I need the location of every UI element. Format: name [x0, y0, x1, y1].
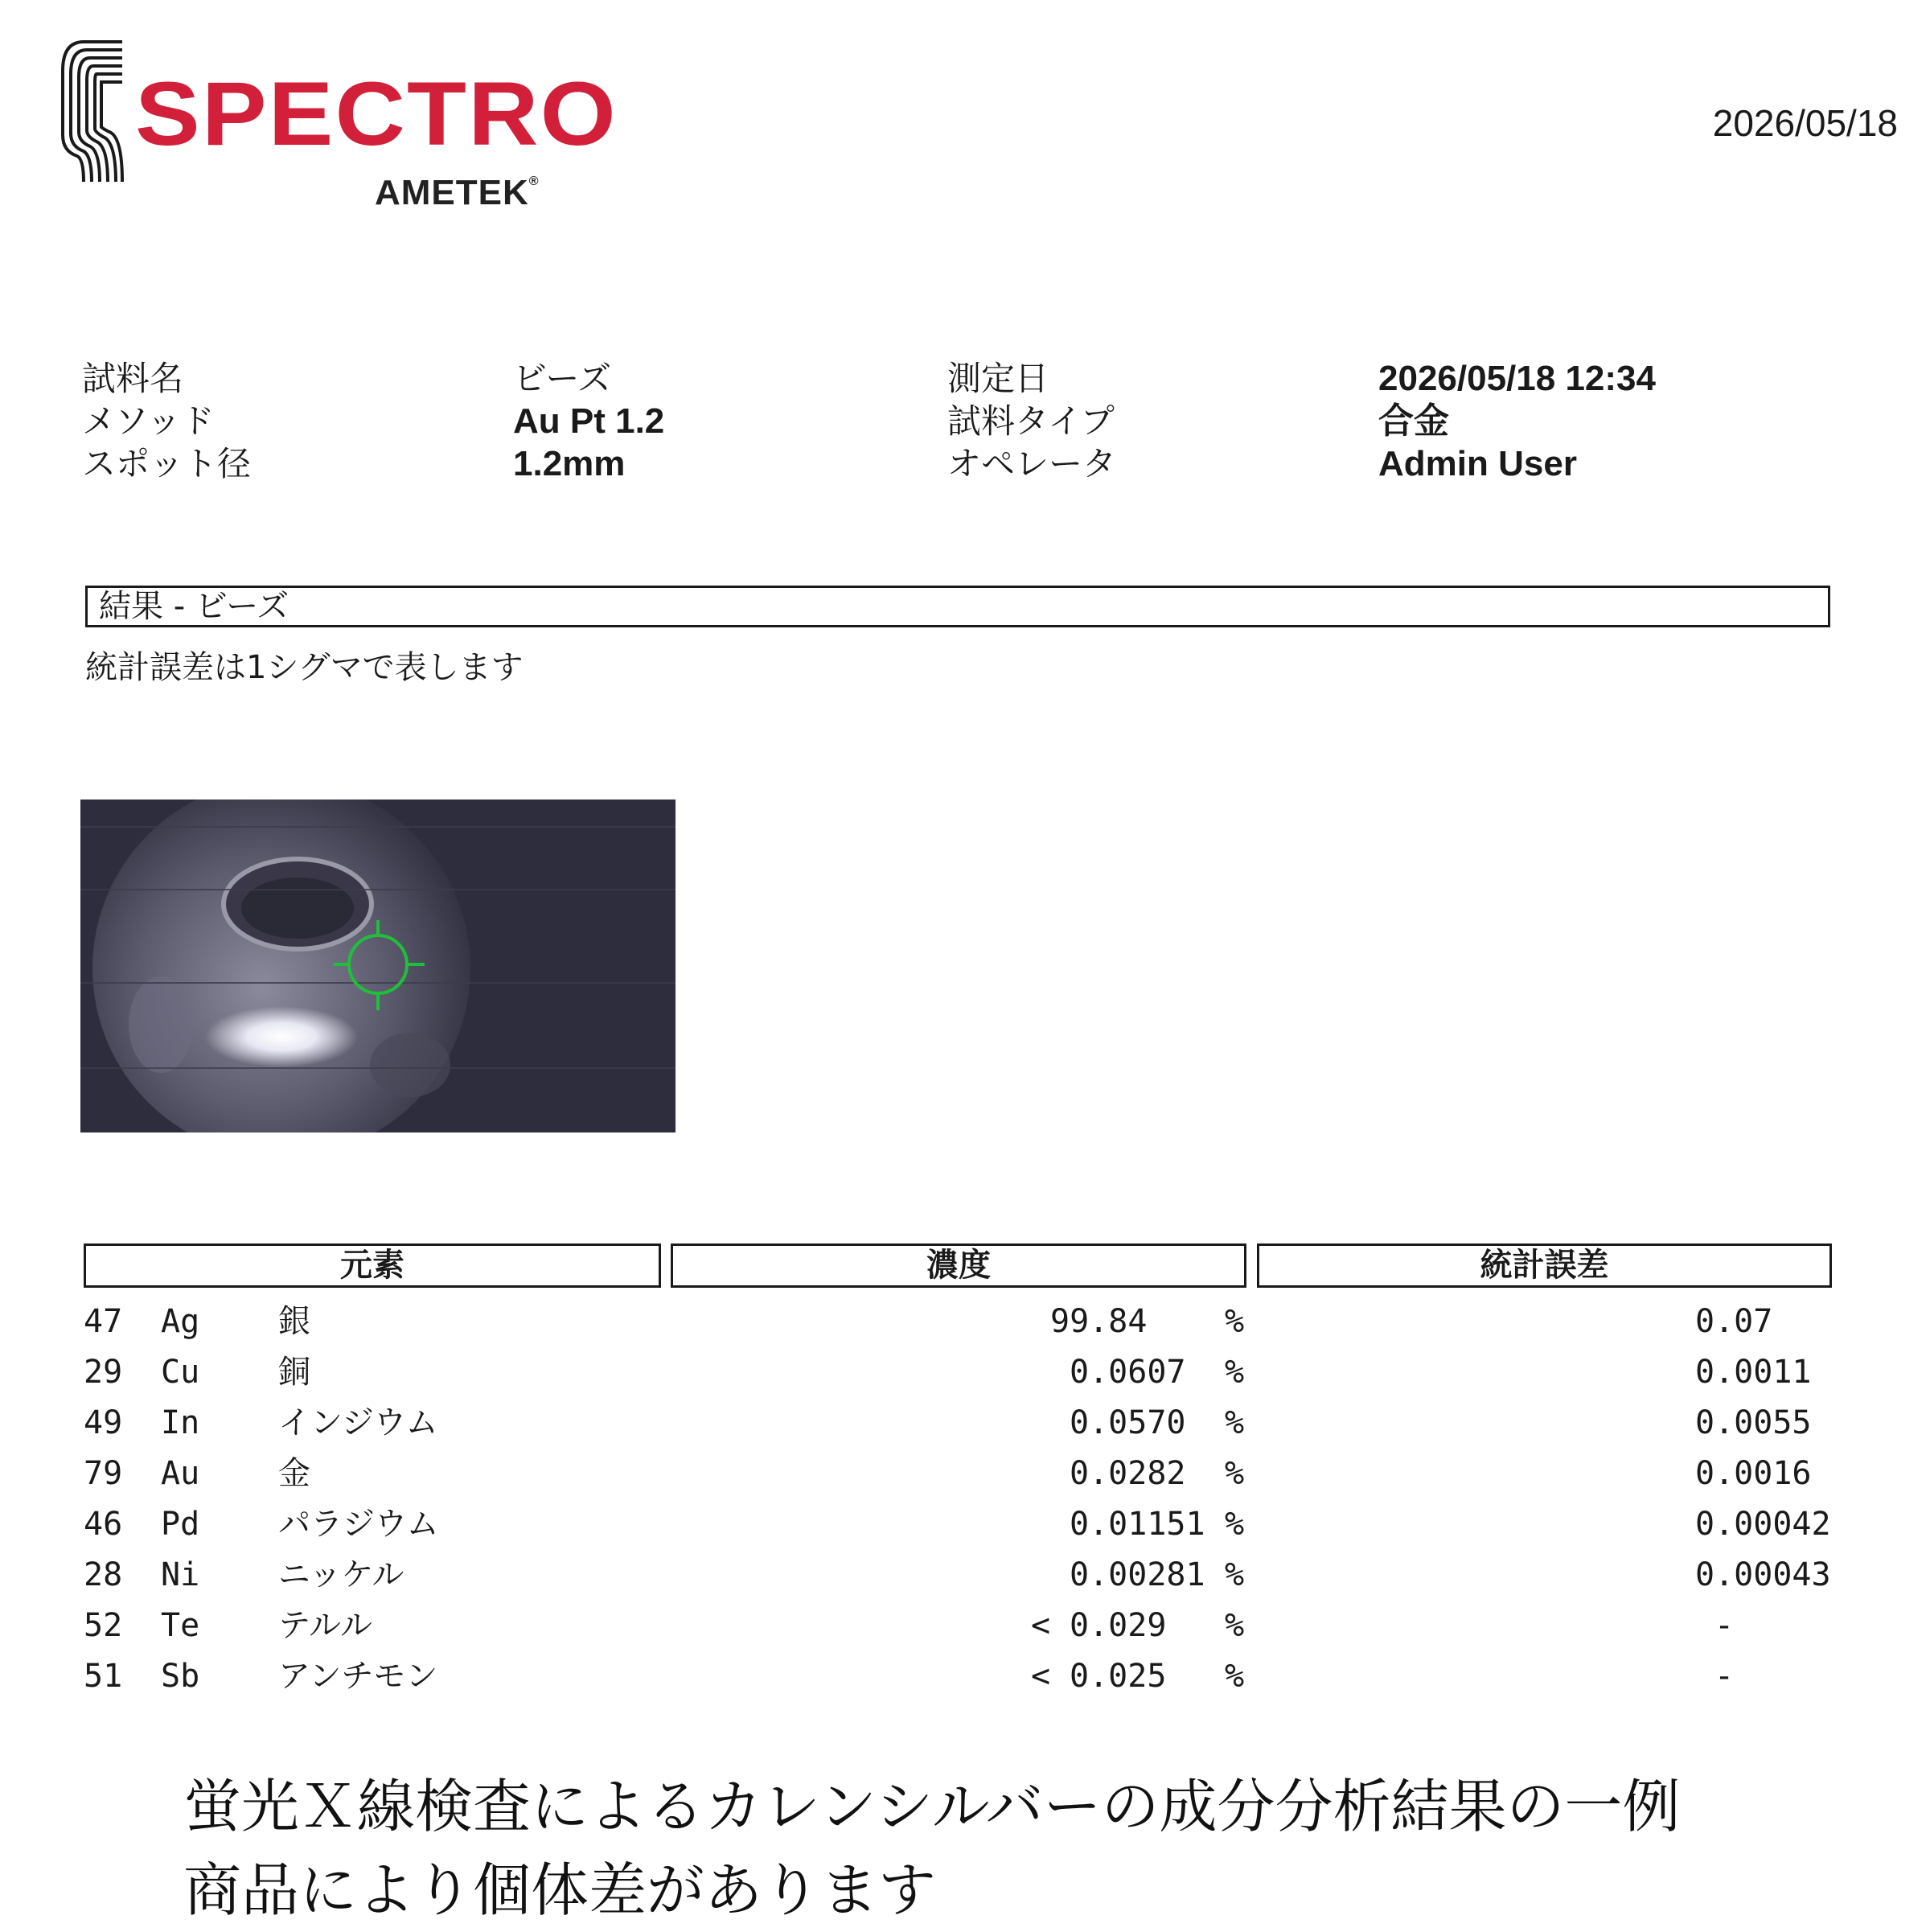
table-row [0, 1398, 1930, 1449]
value-method: Au Pt 1.2 [513, 401, 665, 441]
info-right-labels [947, 357, 1116, 485]
info-left-values [513, 357, 664, 485]
concentration-value: 0.0282 [1070, 1455, 1186, 1492]
element-name: アンチモン [278, 1658, 438, 1695]
percent-unit: % [1225, 1556, 1245, 1593]
caption-line-1: 蛍光Ｘ線検査によるカレンシルバーの成分分析結果の一例 [183, 1773, 1681, 1840]
table-row [0, 1449, 1930, 1499]
element-name: 銀 [278, 1303, 310, 1340]
atomic-number: 29 [84, 1354, 123, 1391]
atomic-number: 49 [84, 1404, 123, 1441]
atomic-number: 46 [84, 1506, 123, 1543]
header-element: 元素 [84, 1243, 661, 1288]
atomic-number: 79 [84, 1455, 123, 1492]
stat-error-value: - [1714, 1658, 1735, 1695]
label-spot-size: スポット径 [82, 444, 252, 483]
element-symbol: Te [161, 1607, 200, 1644]
atomic-number: 52 [84, 1607, 123, 1644]
stat-error-value: 0.00042 [1695, 1506, 1831, 1543]
element-symbol: Au [161, 1455, 200, 1492]
element-name: テルル [278, 1607, 372, 1644]
percent-unit: % [1225, 1303, 1245, 1340]
label-operator: オペレータ [947, 444, 1117, 483]
percent-unit: % [1225, 1607, 1245, 1644]
header-concentration: 濃度 [671, 1243, 1246, 1288]
info-left-labels [82, 357, 251, 485]
percent-unit: % [1225, 1455, 1245, 1492]
percent-unit: % [1225, 1658, 1245, 1695]
percent-unit: % [1225, 1354, 1245, 1391]
value-spot-size: 1.2mm [513, 444, 626, 483]
value-sample-name: ビーズ [513, 359, 612, 398]
percent-unit: % [1225, 1404, 1245, 1441]
stat-error-value: 0.07 [1695, 1303, 1773, 1340]
label-method: メソッド [82, 401, 215, 441]
table-row [0, 1550, 1930, 1601]
caption-line-2: 商品により個体差があります [183, 1856, 937, 1924]
percent-unit: % [1225, 1506, 1245, 1543]
table-row [0, 1347, 1930, 1398]
value-measure-date: 2026/05/18 12:34 [1378, 359, 1656, 398]
result-title-box: 結果 - ビーズ [85, 586, 1830, 627]
logo-subtitle-text: AMETEK [375, 173, 529, 212]
element-name: インジウム [278, 1404, 438, 1441]
stat-error-value: 0.0016 [1695, 1455, 1812, 1492]
element-symbol: Ag [161, 1303, 200, 1340]
concentration-value: 99.84 [1050, 1303, 1148, 1340]
concentration-value: 0.01151 [1070, 1506, 1205, 1543]
element-symbol: Pd [161, 1506, 200, 1543]
concentration-value: 0.0570 [1070, 1404, 1186, 1441]
header-stat-error: 統計誤差 [1257, 1243, 1832, 1288]
element-name: ニッケル [278, 1556, 404, 1593]
atomic-number: 28 [84, 1556, 123, 1593]
registered-mark: ® [528, 175, 540, 188]
element-symbol: In [161, 1404, 200, 1441]
label-sample-type: 試料タイプ [947, 401, 1115, 441]
logo-subtitle [375, 175, 540, 211]
caption [183, 1765, 1681, 1932]
element-name: 金 [278, 1455, 310, 1492]
concentration-value: 0.00281 [1070, 1556, 1205, 1593]
label-sample-name: 試料名 [82, 359, 184, 398]
stat-error-value: - [1714, 1607, 1735, 1644]
atomic-number: 47 [84, 1303, 123, 1340]
atomic-number: 51 [84, 1658, 123, 1695]
sample-camera-image [80, 800, 676, 1132]
value-operator: Admin User [1378, 444, 1577, 483]
table-row [0, 1499, 1930, 1550]
concentration-value: 0.029 [1070, 1607, 1167, 1644]
stat-error-value: 0.0011 [1695, 1354, 1812, 1391]
table-row [0, 1297, 1930, 1347]
sigma-note: 統計誤差は1シグマで表します [85, 649, 524, 686]
element-table-body [0, 1297, 1930, 1702]
label-measure-date: 測定日 [947, 359, 1049, 398]
table-row [0, 1601, 1930, 1651]
concentration-value: 0.0607 [1070, 1354, 1186, 1391]
print-date: 2026/05/18 [1712, 102, 1898, 144]
table-row [0, 1651, 1930, 1702]
less-than-sign: < [1031, 1607, 1051, 1644]
spectro-logo-icon [60, 39, 125, 185]
element-name: 銅 [278, 1354, 310, 1391]
element-name: パラジウム [278, 1506, 439, 1543]
concentration-value: 0.025 [1070, 1658, 1167, 1695]
stat-error-value: 0.00043 [1695, 1556, 1831, 1593]
less-than-sign: < [1031, 1658, 1051, 1695]
element-symbol: Ni [161, 1556, 200, 1593]
element-symbol: Cu [161, 1354, 200, 1391]
info-right-values [1378, 357, 1656, 485]
element-symbol: Sb [161, 1658, 200, 1695]
value-sample-type: 合金 [1378, 401, 1449, 441]
stat-error-value: 0.0055 [1695, 1404, 1812, 1441]
logo-wordmark: SPECTRO [135, 64, 618, 164]
